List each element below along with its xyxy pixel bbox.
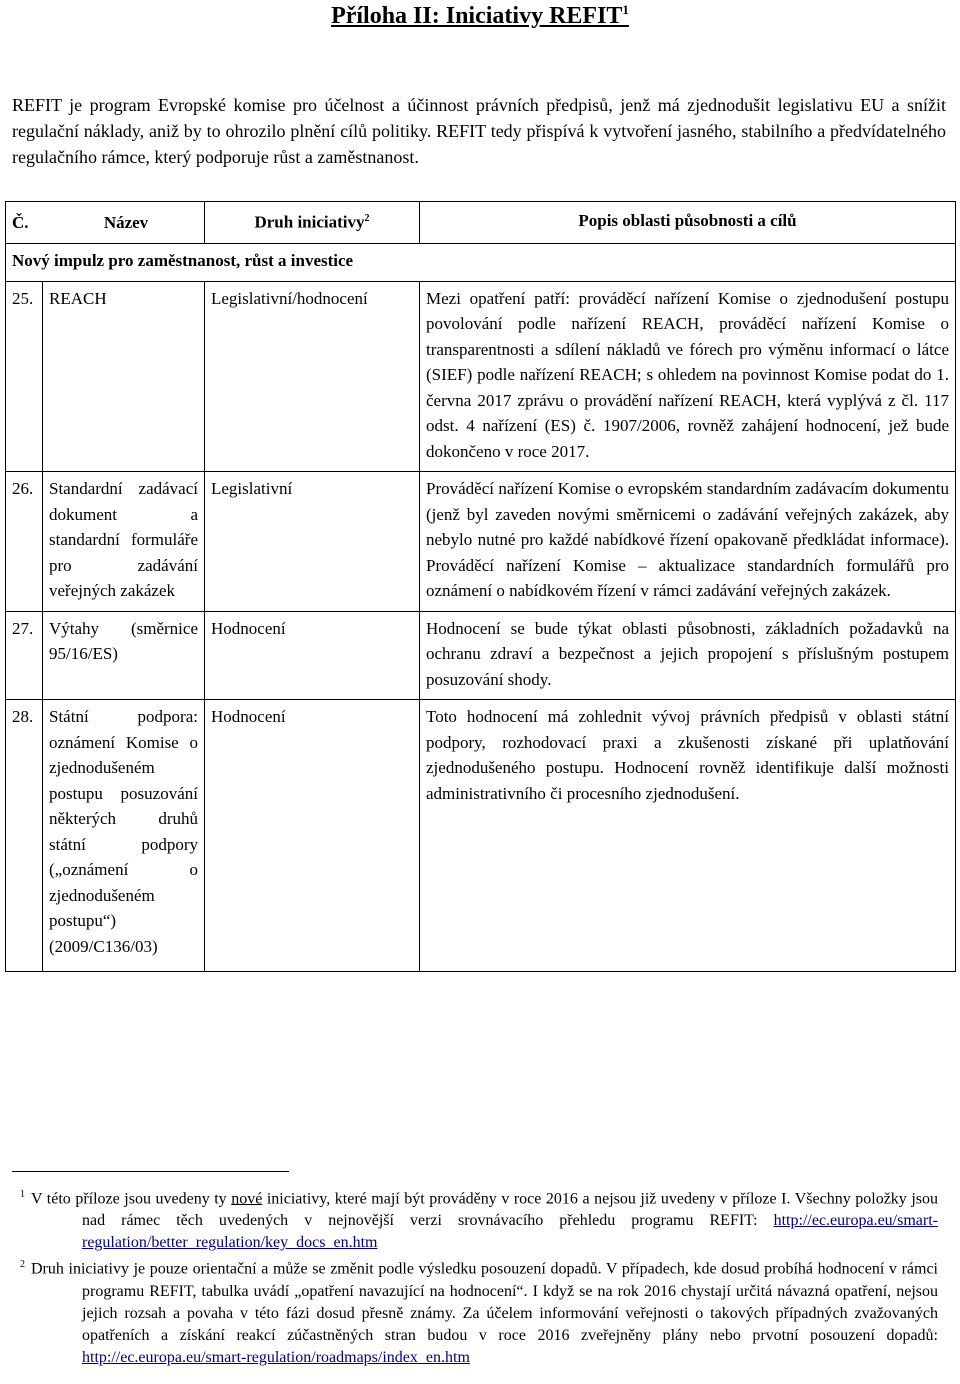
row-number: 27.: [6, 611, 43, 700]
page-title-text: Příloha II: Iniciativy REFIT: [331, 3, 623, 29]
header-description: Popis oblasti působnosti a cílů: [420, 202, 956, 244]
footnote-1: [10, 1184, 938, 1254]
page-title: [0, 2, 960, 30]
header-name: Název: [103, 212, 149, 232]
footnote-mark-1[interactable]: 1: [622, 2, 629, 17]
row-type: Legislativní/hodnocení: [205, 281, 420, 472]
header-type: [205, 202, 420, 244]
row-name: Výtahy (směrnice 95/16/ES): [43, 611, 205, 700]
row-number: 25.: [6, 281, 43, 472]
footnote-2-text: Druh iniciativy je pouze orientační a může se změnit podle výsledku posouzení dopadů. V případech, kde dosud probíhá hodnocení v rámci programu REFIT, tabulka uvádí „opatření navazující na hodnocení“. I když se na rok 2016 chystají určitá návazná opatření, nejsou jejich rozsah a povaha v této fázi dosud přesně známy. Za účelem informování veřejnosti o takových případných zvažovaných opatřeních a získání reakcí zúčastněných stran budou v roce 2016 zveřejněny plány nebo prvotní posouzení dopadů:: [31, 1260, 938, 1344]
section-title: Nový impulz pro zaměstnanost, růst a investice: [6, 244, 956, 282]
header-type-text: Druh iniciativy: [254, 213, 365, 233]
table-row: [6, 472, 956, 612]
row-number: 28.: [6, 700, 43, 972]
footnote-mark-2[interactable]: 2: [364, 213, 370, 225]
row-name: Státní podpora: oznámení Komise o zjednodušeném postupu posuzování některých druhů státní podpory („oznámení o zjednodušeném postupu“) (2009/C136/03): [43, 700, 205, 972]
footnote-1-link[interactable]: http://ec.europa.eu/smart-regulation/better_regulation/key_docs_en.htm: [82, 1212, 938, 1252]
header-cell-number-name: [6, 202, 205, 244]
footnote-2-mark: 2: [20, 1259, 25, 1271]
intro-paragraph: REFIT je program Evropské komise pro účelnost a účinnost právních předpisů, jenž má zjednodušit legislativu EU a snížit regulační náklady, aniž by to ohrozilo plnění cílů politiky. REFIT tedy přispívá k vytvoření jasného, stabilního a předvídatelného regulačního rámce, který podporuje růst a zaměstnanost.: [12, 95, 946, 167]
footnote-1-mark: 1: [20, 1189, 25, 1200]
row-number: 26.: [6, 472, 43, 612]
section-row: [6, 244, 956, 282]
row-name: REACH: [43, 281, 205, 472]
footnote-2-link[interactable]: http://ec.europa.eu/smart-regulation/roadmaps/index_en.htm: [82, 1348, 470, 1366]
footnote-separator: [12, 1171, 289, 1172]
table-row: [6, 611, 956, 700]
row-description: Hodnocení se bude týkat oblasti působnosti, základních požadavků na ochranu zdraví a bezpečnost a jejich propojení s příslušným postupem posuzování shody.: [420, 611, 956, 700]
table-header-row: [6, 202, 956, 244]
footnote-1-text-end: iniciativy, které mají být prováděny v roce 2016 a nejsou již uvedeny v příloze I. Všechny položky jsou nad rámec těch uvedených v nejnovější verzi srovnávacího přehledu programu REFIT:: [82, 1190, 939, 1230]
footnote-1-emphasis: nové: [231, 1190, 263, 1208]
row-name: Standardní zadávací dokument a standardní formuláře pro zadávání veřejných zakázek: [43, 472, 205, 612]
row-description: Mezi opatření patří: prováděcí nařízení Komise o zjednodušení postupu povolování podle nařízení REACH, prováděcí nařízení Komise o transparentnosti a sdílení nákladů ve fórech pro výměnu informací o látce (SIEF) podle nařízení REACH; s ohledem na povinnost Komise podat do 1. června 2017 zprávu o provádění nařízení REACH, která vyplývá z čl. 117 odst. 4 nařízení (ES) č. 1907/2006, rovněž zahájení hodnocení, jež bude dokončeno v roce 2017.: [420, 281, 956, 472]
footnote-2: [10, 1254, 938, 1368]
refit-table: [5, 201, 956, 972]
table-row: [6, 281, 956, 472]
row-description: Toto hodnocení má zohlednit vývoj právních předpisů v oblasti státní podpory, rozhodovací praxi a zkušenosti získané při uplatňování zjednodušeného postupu. Hodnocení rovněž identifikuje další možnosti administrativního či procesního zjednodušení.: [420, 700, 956, 972]
row-type: Hodnocení: [205, 700, 420, 972]
table-row: [6, 700, 956, 972]
row-type: Legislativní: [205, 472, 420, 612]
row-type: Hodnocení: [205, 611, 420, 700]
header-number: Č.: [12, 212, 29, 232]
row-description: Prováděcí nařízení Komise o evropském standardním zadávacím dokumentu (jenž byl zaveden novými směrnicemi o zadávání veřejných zakázek, aby nebylo nutné pro každé nabídkové řízení opakovaně předkládat informace). Prováděcí nařízení Komise – aktualizace standardních formulářů pro oznámení o nabídkovém řízení v rámci zadávání veřejných zakázek.: [420, 472, 956, 612]
footnote-1-text-start: V této příloze jsou uvedeny ty: [31, 1190, 232, 1208]
footnotes: [10, 1184, 938, 1369]
